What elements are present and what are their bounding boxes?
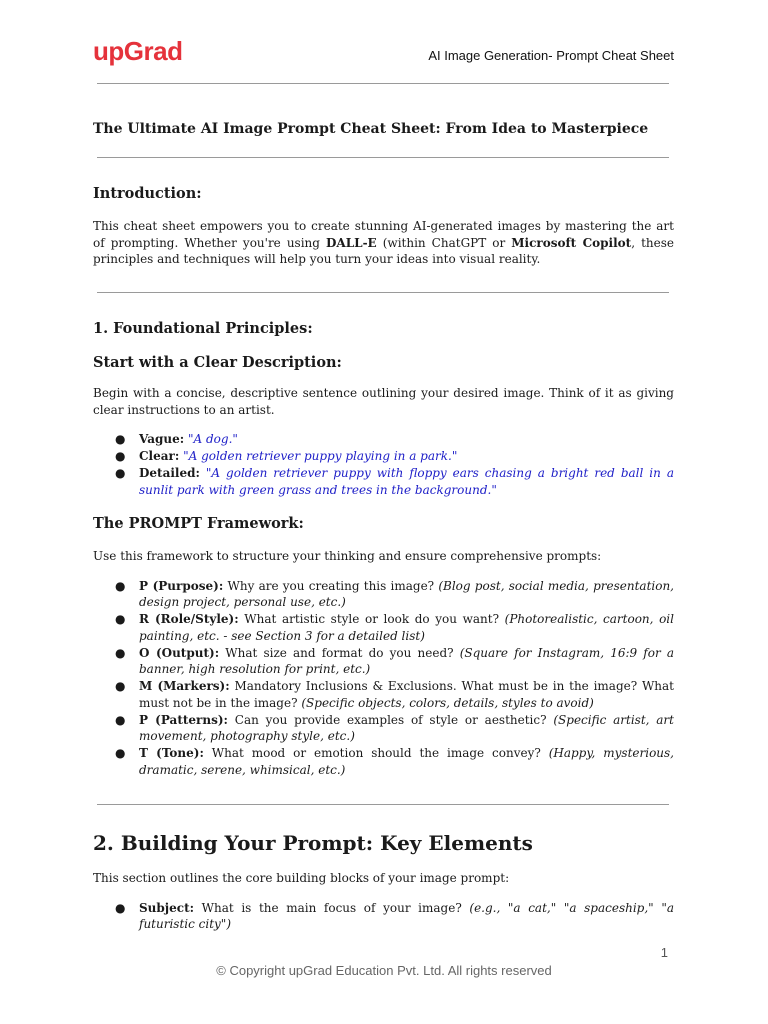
intro-section [93, 185, 674, 268]
dalle-term: DALL-E [325, 235, 377, 250]
list-item: ● M (Markers): Mandatory Inclusions & Exclusions. What must be in the image? What must not be in the image? (Specific objects, colors, details, styles to avoid) [115, 679, 674, 710]
title-divider [97, 157, 669, 158]
intro-heading: Introduction: [93, 185, 202, 202]
section2-heading: 2. Building Your Prompt: Key Elements [93, 831, 533, 855]
key-elements-list [93, 900, 674, 933]
section2-text: This section outlines the core building blocks of your image prompt: [93, 871, 510, 885]
page-number: 1 [660, 945, 668, 960]
list-item: ● Clear: "A golden retriever puppy playing in a park." [115, 449, 458, 463]
doc-title: The Ultimate AI Image Prompt Cheat Sheet: From Idea to Masterpiece [93, 121, 649, 137]
prompt-framework-text: Use this framework to structure your thinking and ensure comprehensive prompts: [93, 549, 602, 563]
prompt-framework-heading: The PROMPT Framework: [93, 515, 304, 532]
list-item: ● Vague: "A dog." [115, 432, 238, 446]
header-doc-label: AI Image Generation- Prompt Cheat Sheet [428, 48, 674, 63]
list-item: ● Subject: What is the main focus of your image? (e.g., "a cat," "a spaceship," "a futuristic city") [115, 900, 674, 931]
copilot-term: Microsoft Copilot [511, 235, 632, 250]
list-item: ● O (Output): What size and format do you need? (Square for Instagram, 16:9 for a banner, high resolution for print, etc.) [115, 645, 674, 676]
header-divider [97, 83, 669, 84]
intro-paragraph: This cheat sheet empowers you to create stunning AI-generated images by mastering the art of prompting. Whether you're using DALL-E (within ChatGPT or Microsoft Copilot, these principles and techniques will help you turn your ideas into visual reality. [93, 219, 674, 266]
list-item: ● P (Patterns): Can you provide examples of style or aesthetic? (Specific artist, art movement, photography style, etc.) [115, 712, 674, 743]
list-item: ● T (Tone): What mood or emotion should the image convey? (Happy, mysterious, dramatic, serene, whimsical, etc.) [115, 746, 674, 777]
intro-divider [97, 292, 669, 293]
prompt-framework-list [93, 578, 674, 779]
copyright-footer: © Copyright upGrad Education Pvt. Ltd. All rights reserved [216, 963, 552, 978]
list-item: ● Detailed: "A golden retriever puppy with floppy ears chasing a bright red ball in a sunlit park with green grass and trees in the background." [115, 466, 674, 497]
clear-description-heading: Start with a Clear Description: [93, 354, 342, 371]
section1 [93, 320, 674, 779]
section2 [93, 831, 674, 933]
clarity-examples-list [93, 431, 674, 498]
clear-description-text: Begin with a concise, descriptive sentence outlining your desired image. Think of it as giving clear instructions to an artist. [93, 386, 674, 417]
upgrad-logo: upGrad [93, 36, 183, 66]
list-item: ● R (Role/Style): What artistic style or look do you want? (Photorealistic, cartoon, oil painting, etc. - see Section 3 for a detailed list) [115, 612, 674, 643]
section1-heading: 1. Foundational Principles: [93, 320, 313, 337]
list-item: ● P (Purpose): Why are you creating this image? (Blog post, social media, presentation, design project, personal use, etc.) [115, 578, 674, 609]
section1-divider [97, 804, 669, 805]
doc-title-block [93, 121, 674, 137]
